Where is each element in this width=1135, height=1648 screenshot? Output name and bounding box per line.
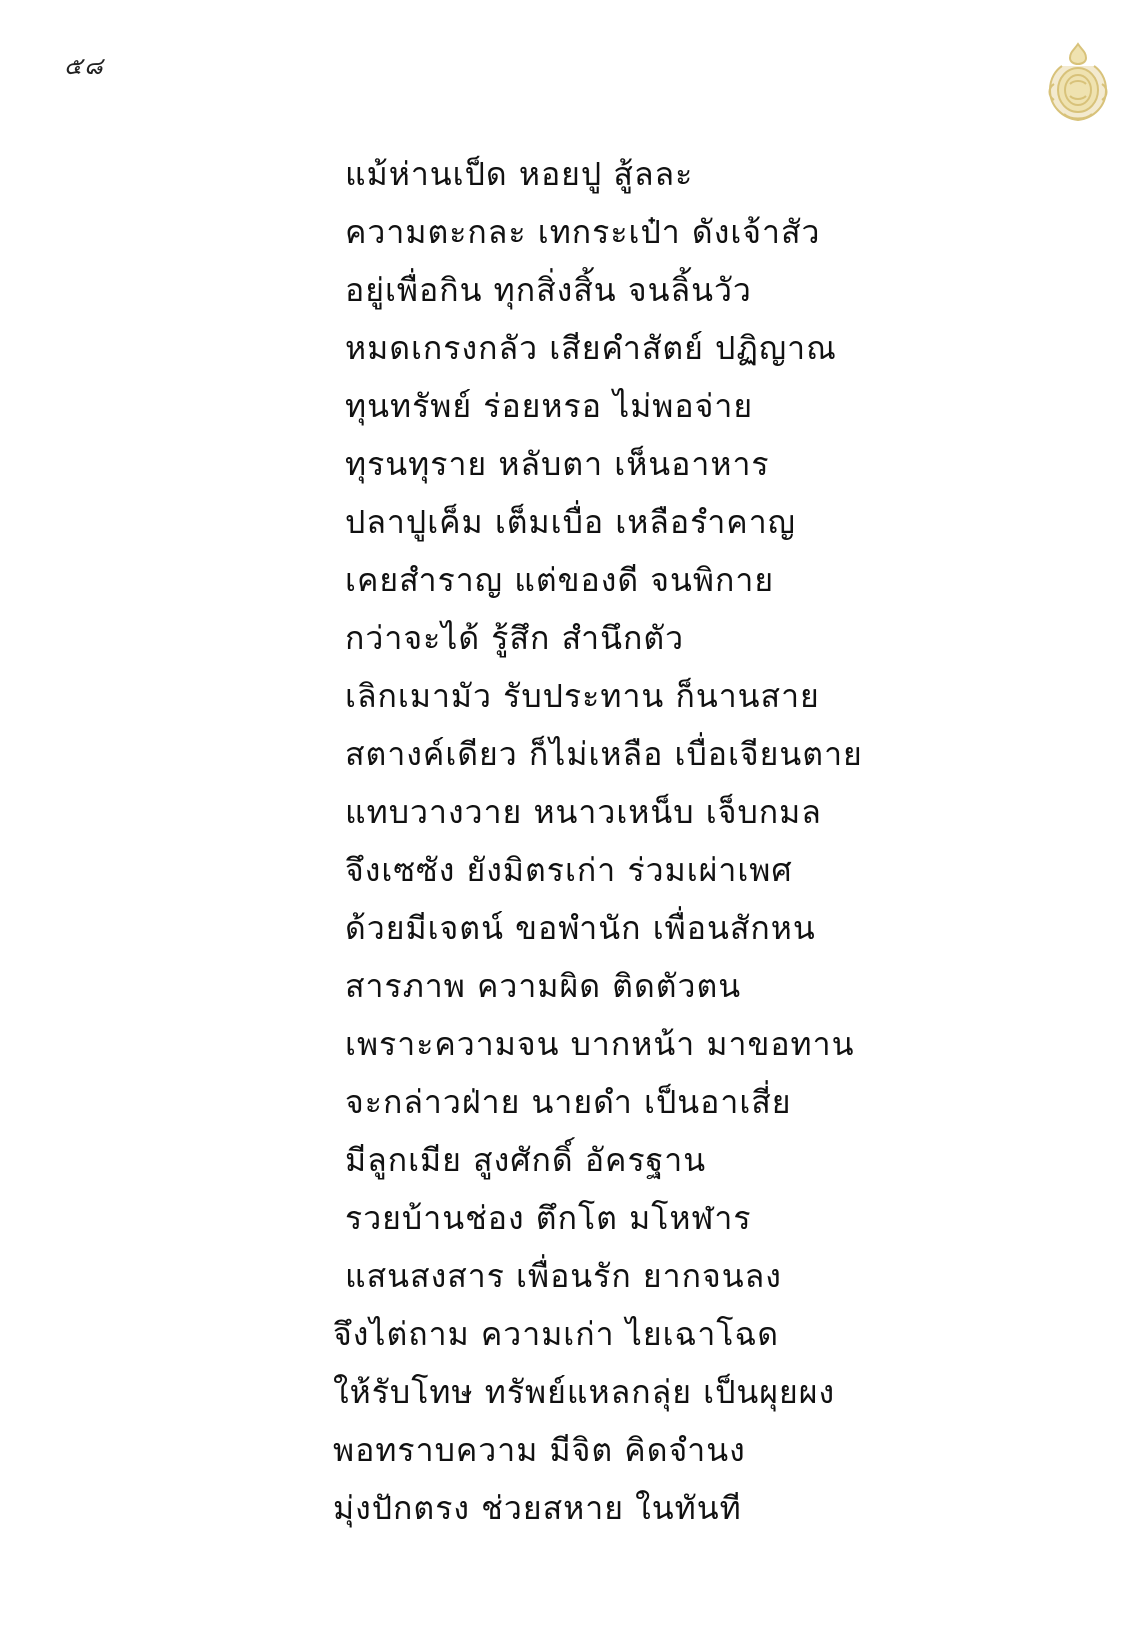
poem-line: เพราะความจน บากหน้า มาขอทาน [345, 1025, 855, 1063]
poem-line: แทบวางวาย หนาวเหน็บ เจ็บกมล [345, 793, 822, 831]
page-number: ๕๘ [64, 52, 105, 80]
poem-line: แสนสงสาร เพื่อนรัก ยากจนลง [345, 1257, 782, 1295]
poem-line: ความตะกละ เทกระเป๋า ดังเจ้าสัว [345, 213, 821, 251]
poem-line: จะกล่าวฝ่าย นายดำ เป็นอาเสี่ย [345, 1083, 792, 1121]
poem-line: ทุรนทุราย หลับตา เห็นอาหาร [345, 445, 770, 483]
poem-line: จึงเซซัง ยังมิตรเก่า ร่วมเผ่าเพศ [345, 851, 793, 889]
poem-line: จึงไต่ถาม ความเก่า ไยเฉาโฉด [333, 1315, 780, 1353]
poem-line: ทุนทรัพย์ ร่อยหรอ ไม่พอจ่าย [345, 387, 754, 425]
poem-line: ด้วยมีเจตน์ ขอพำนัก เพื่อนสักหน [345, 909, 816, 947]
poem-line: สตางค์เดียว ก็ไม่เหลือ เบื่อเจียนตาย [345, 735, 863, 773]
royal-emblem-icon [1040, 40, 1116, 124]
poem-line: เคยสำราญ แต่ของดี จนพิกาย [345, 561, 775, 599]
poem-line: เลิกเมามัว รับประทาน ก็นานสาย [345, 677, 820, 715]
poem-line: พอทราบความ มีจิต คิดจำนง [333, 1431, 746, 1469]
poem-line: รวยบ้านช่อง ตึกโต มโหฬาร [345, 1199, 752, 1237]
poem-line: มีลูกเมีย สูงศักดิ์ อัครฐาน [345, 1141, 707, 1179]
poem-line: หมดเกรงกลัว เสียคำสัตย์ ปฏิญาณ [345, 329, 837, 367]
poem-line: ปลาปูเค็ม เต็มเบื่อ เหลือรำคาญ [345, 503, 796, 541]
poem-line: อยู่เพื่อกิน ทุกสิ่งสิ้น จนลิ้นวัว [345, 271, 752, 309]
poem-line: ให้รับโทษ ทรัพย์แหลกลุ่ย เป็นผุยผง [333, 1373, 836, 1411]
poem [333, 145, 1105, 1537]
poem-line: กว่าจะได้ รู้สึก สำนึกตัว [345, 619, 685, 657]
poem-line: แม้ห่านเป็ด หอยปู สู้ลละ [345, 155, 694, 193]
poem-line: มุ่งปักตรง ช่วยสหาย ในทันที [333, 1489, 742, 1527]
poem-line: สารภาพ ความผิด ติดตัวตน [345, 967, 742, 1005]
